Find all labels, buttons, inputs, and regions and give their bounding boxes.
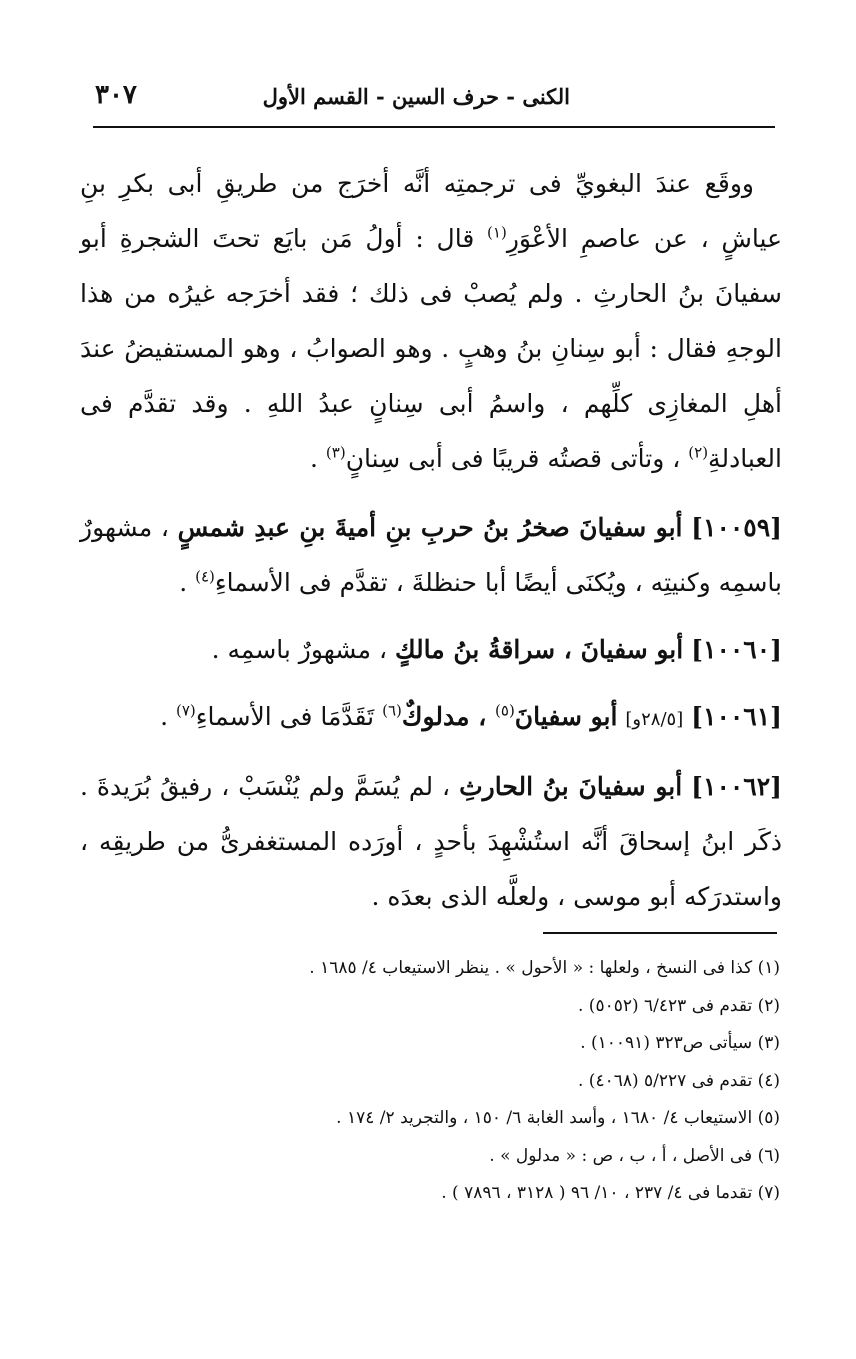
entry-heading: أبو سفيانَ ، سراقةُ بنُ مالكٍ [394, 635, 684, 664]
footnote: (١) كذا فى النسخ ، ولعلها : « الأحول » . ينظر الاستيعاب ٤/ ١٦٨٥ . [309, 958, 780, 978]
footnote-ref-6: (٦) [382, 701, 402, 720]
footnotes [180, 950, 780, 1213]
footnote-ref-2: (٢) [688, 443, 709, 462]
footnote: (٣) سيأتى ص٣٢٣ (١٠٠٩١) . [580, 1033, 780, 1053]
entry-text: ، مشهورٌ باسمِه . [211, 635, 395, 664]
header-rule [93, 126, 775, 128]
footnote-ref-4: (٤) [195, 567, 215, 586]
entry-heading: أبو سفيانَ بنُ الحارثِ [459, 772, 683, 801]
entry-heading: أبو سفيانَ [514, 702, 618, 731]
entry-number: [١٠٠٥٩] [691, 513, 782, 542]
manuscript-folio-ref: [٢٨/٥و] [625, 709, 684, 730]
entry-text: ، مشهورٌ باسمِه وكنيتِه ، ويُكنَى أيضًا أبا حنظلةَ ، تقدَّم فى الأسماءِ [80, 513, 782, 597]
lead-paragraph [80, 156, 782, 486]
footnote: (٧) تقدما فى ٤/ ٢٣٧ ، ١٠/ ٩٦ ( ٣١٢٨ ، ٧٨٩٦ ) . [441, 1183, 780, 1203]
footnote-ref-3: (٣) [325, 443, 346, 462]
entry-text: تَقَدَّمَا فى الأسماءِ [195, 702, 383, 731]
footnote-ref-7: (٧) [175, 701, 196, 720]
footnote-separator [543, 932, 777, 934]
lead-text-3: ، وتأتى قصتُه قريبًا فى أبى سِنانٍ [345, 444, 689, 473]
footnote: (٤) تقدم فى ٥/٢٢٧ (٤٠٦٨) . [578, 1070, 780, 1091]
running-title: الكنى - حرف السين - القسم الأول [262, 84, 570, 109]
entry-10060 [80, 622, 782, 677]
page-number: ٣٠٧ [95, 80, 137, 110]
entry-heading-2: ، مدلوكٌ [401, 702, 496, 731]
lead-text-2: قال : أولُ مَن بايَع تحتَ الشجرةِ أبو سفيانَ بنُ الحارثِ . ولم يُصبْ فى ذلك ؛ فقد أخرَجه غيرُه من هذا الوجهِ فقال : أبو سِنانِ بنُ وهبٍ . وهو الصوابُ ، وهو المستفيضُ عندَ أهلِ المغازِى كلِّهم ، واسمُ أبى سِنانٍ عبدُ اللهِ . وقد تقدَّم فى العبادلةِ [80, 224, 782, 473]
footnote: (٥) الاستيعاب ٤/ ١٦٨٠ ، وأسد الغابة ٦/ ١٥٠ ، والتجريد ٢/ ١٧٤ . [336, 1108, 780, 1128]
lead-text-1: ووقَع عندَ البغويِّ فى ترجمتِه أنَّه أخرَج من طريقِ أبى بكرِ بنِ عياشٍ ، عن عاصمِ الأعْوَرِ [80, 169, 782, 253]
entry-10061 [80, 689, 782, 747]
entry-end: . [160, 702, 176, 731]
footnote-ref-1: (١) [487, 223, 507, 242]
main-text [80, 156, 782, 936]
entry-end: . [179, 568, 196, 597]
lead-text-4: . [310, 444, 326, 473]
footnote: (٦) فى الأصل ، أ ، ب ، ص : « مدلول » . [489, 1145, 780, 1166]
footnote-ref-5: (٥) [495, 701, 515, 720]
entry-number: [١٠٠٦١] [691, 702, 782, 731]
entry-10059 [80, 500, 782, 610]
entry-number: [١٠٠٦٢] [691, 772, 782, 801]
footnote: (٢) تقدم فى ٦/٤٢٣ (٥٠٥٢) . [578, 995, 780, 1016]
entry-text: ، لم يُسَمَّ ولم يُنْسَبْ ، رفيقُ بُرَيدةَ . ذكَر ابنُ إسحاقَ أنَّه استُشْهِدَ بأحدٍ ، أورَده المستغفرىُّ من طريقِه ، واستدرَكه أبو موسى ، ولعلَّه الذى بعدَه . [80, 772, 782, 911]
entry-heading: أبو سفيانَ صخرُ بنُ حربِ بنِ أميةَ بنِ عبدِ شمسٍ [177, 513, 683, 542]
entry-number: [١٠٠٦٠] [691, 635, 782, 664]
running-header [95, 78, 775, 114]
entry-10062 [80, 759, 782, 924]
